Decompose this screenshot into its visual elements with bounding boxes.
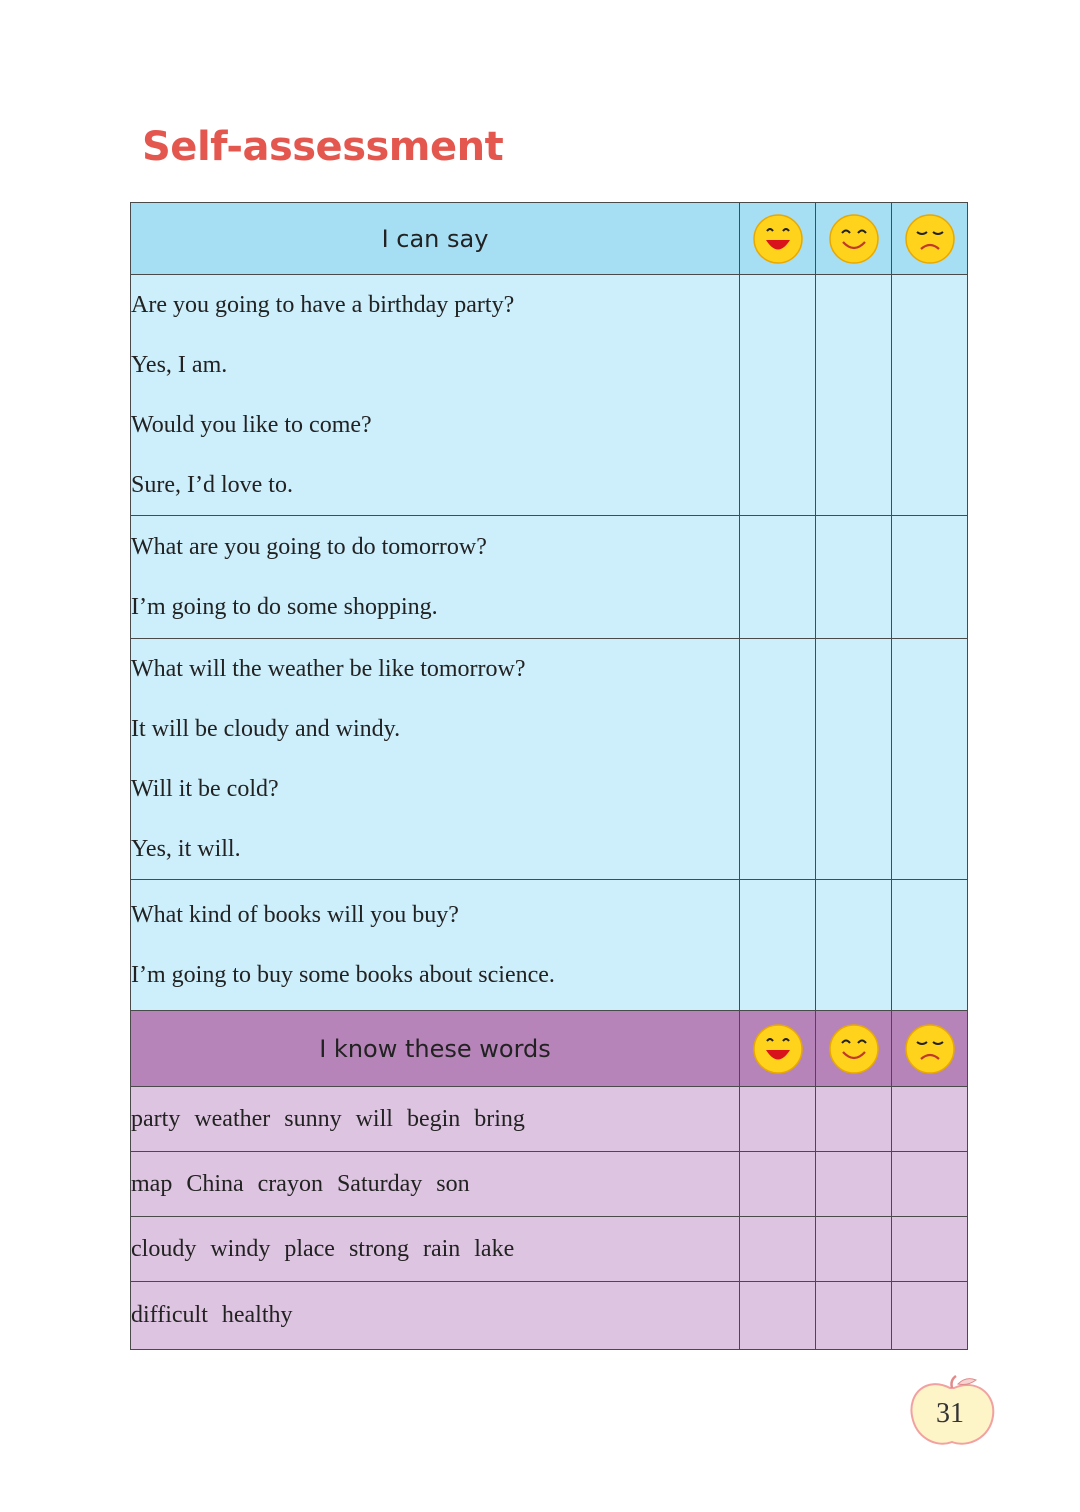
rating-cell[interactable] (892, 275, 968, 516)
say-sad-face-icon (892, 203, 968, 275)
say-group-row (131, 516, 968, 639)
words-header: I know these words (131, 1011, 740, 1087)
say-sentence: What will the weather be like tomorrow? (131, 656, 526, 682)
rating-cell[interactable] (816, 1152, 892, 1217)
say-sentence: I’m going to buy some books about science. (131, 962, 555, 988)
say-sentence: Yes, I am. (131, 352, 228, 378)
rating-cell[interactable] (816, 880, 892, 1011)
words-sad-face-icon (892, 1011, 968, 1087)
words-row (131, 1087, 968, 1152)
say-sentence: Will it be cold? (131, 776, 279, 802)
word-list: map China crayon Saturday son (131, 1152, 740, 1217)
rating-cell[interactable] (740, 639, 816, 880)
rating-cell[interactable] (892, 1217, 968, 1282)
say-sentence: Sure, I’d love to. (131, 472, 293, 498)
rating-cell[interactable] (740, 1152, 816, 1217)
rating-cell[interactable] (892, 880, 968, 1011)
rating-cell[interactable] (816, 639, 892, 880)
word-list: party weather sunny will begin bring (131, 1087, 740, 1152)
rating-cell[interactable] (740, 880, 816, 1011)
page-number: 31 (936, 1398, 964, 1429)
rating-cell[interactable] (892, 639, 968, 880)
rating-cell[interactable] (892, 1152, 968, 1217)
say-group-row (131, 275, 968, 516)
rating-cell[interactable] (816, 275, 892, 516)
word-list: difficult healthy (131, 1282, 740, 1350)
say-sentence: What are you going to do tomorrow? (131, 534, 487, 560)
rating-cell[interactable] (740, 516, 816, 639)
rating-cell[interactable] (740, 1217, 816, 1282)
self-assessment-table (130, 202, 968, 1350)
say-group-row (131, 639, 968, 880)
say-sentence: Are you going to have a birthday party? (131, 292, 515, 318)
say-sentence: It will be cloudy and windy. (131, 716, 401, 742)
say-laughing-face-icon (740, 203, 816, 275)
words-row (131, 1282, 968, 1350)
rating-cell[interactable] (892, 1087, 968, 1152)
rating-cell[interactable] (740, 1282, 816, 1350)
words-laughing-face-icon (740, 1011, 816, 1087)
say-group-row (131, 880, 968, 1011)
rating-cell[interactable] (816, 516, 892, 639)
words-header-row (131, 1011, 968, 1087)
say-sentence: What kind of books will you buy? (131, 902, 459, 928)
say-sentence: Would you like to come? (131, 412, 372, 438)
words-row (131, 1217, 968, 1282)
words-smiling-face-icon (816, 1011, 892, 1087)
words-row (131, 1152, 968, 1217)
rating-cell[interactable] (816, 1087, 892, 1152)
rating-cell[interactable] (892, 516, 968, 639)
rating-cell[interactable] (892, 1282, 968, 1350)
say-header: I can say (131, 203, 740, 275)
say-sentence: Yes, it will. (131, 836, 241, 862)
say-sentence: I’m going to do some shopping. (131, 594, 438, 620)
rating-cell[interactable] (816, 1217, 892, 1282)
page-title: Self-assessment (142, 124, 504, 170)
rating-cell[interactable] (740, 1087, 816, 1152)
word-list: cloudy windy place strong rain lake (131, 1217, 740, 1282)
page-number-badge (906, 1374, 998, 1450)
rating-cell[interactable] (816, 1282, 892, 1350)
say-header-row (131, 203, 968, 275)
rating-cell[interactable] (740, 275, 816, 516)
say-smiling-face-icon (816, 203, 892, 275)
